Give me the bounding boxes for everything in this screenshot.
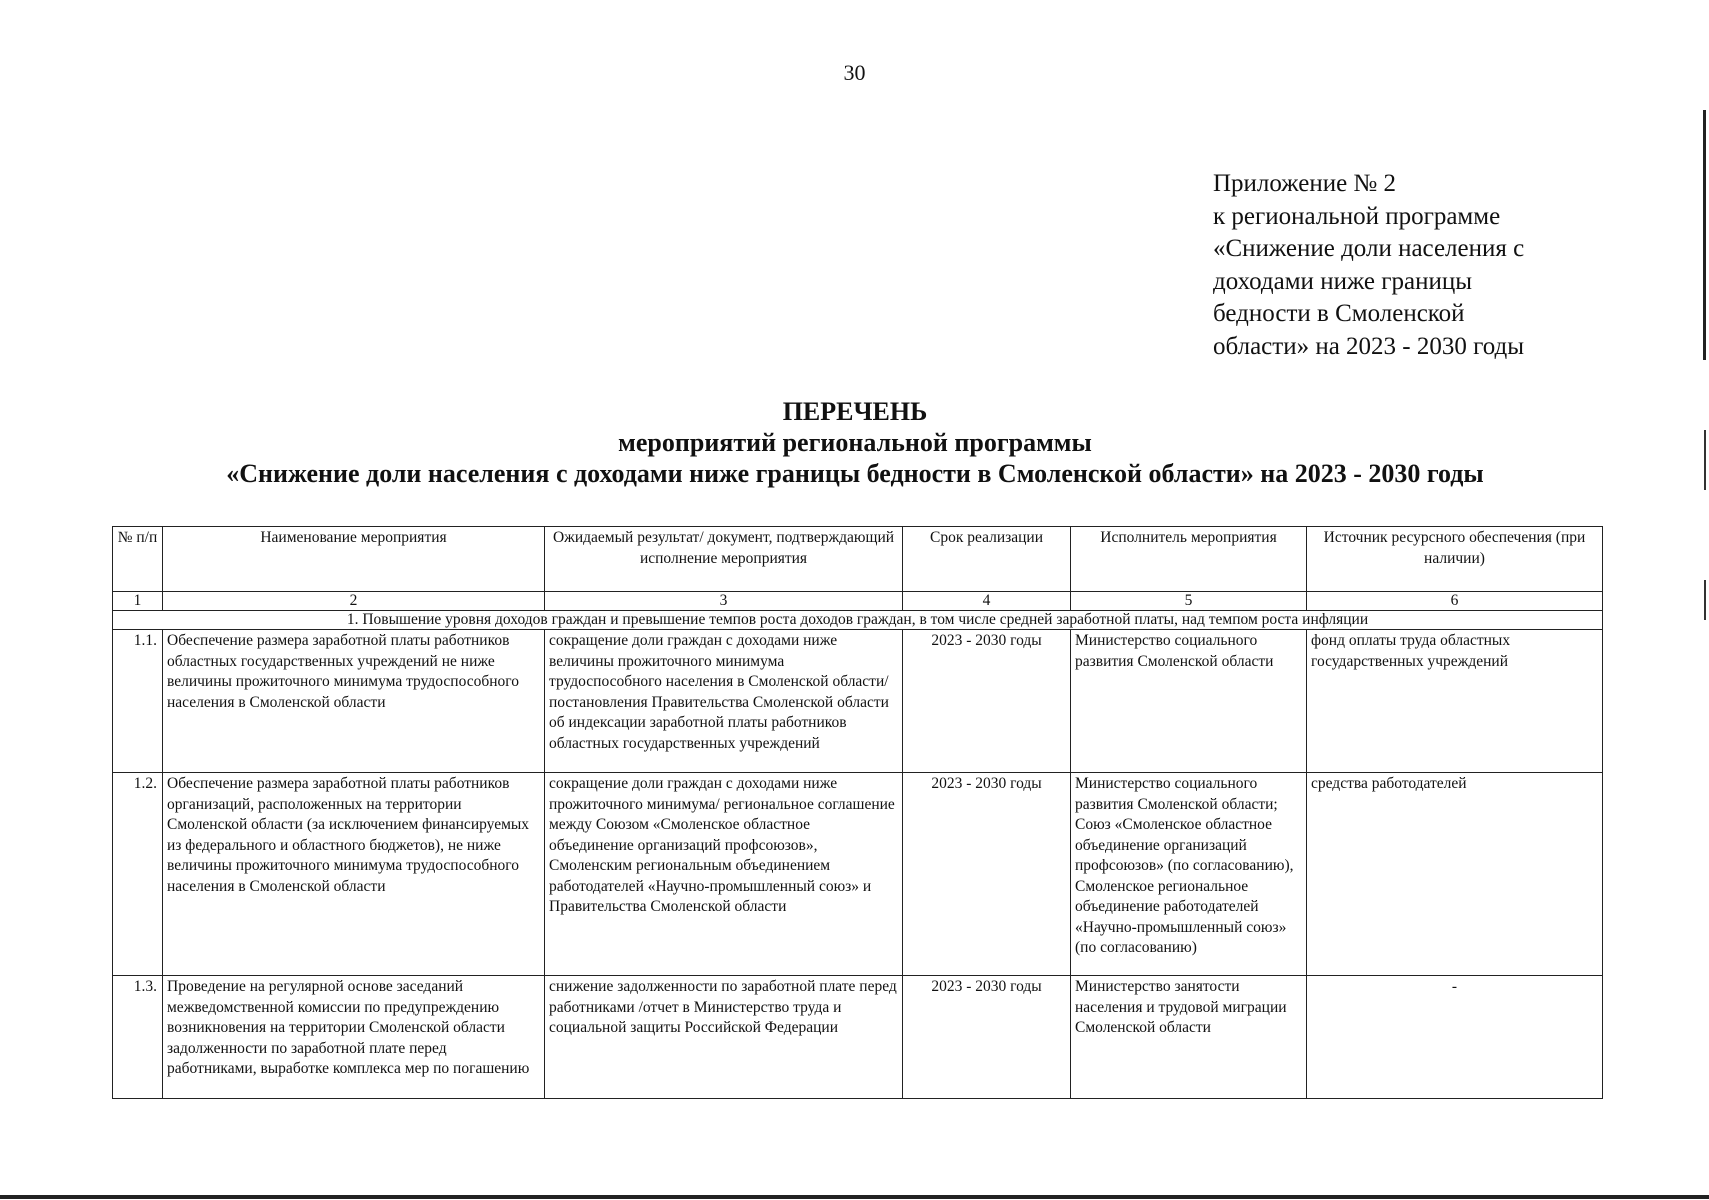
header-cell-executor: Исполнитель мероприятия (1071, 527, 1307, 592)
page-number: 30 (843, 60, 866, 85)
row-source: - (1307, 976, 1603, 1099)
row-executor: Министерство занятости населения и трудовой миграции Смоленской области (1071, 976, 1307, 1099)
scan-edge-mark (1704, 580, 1706, 620)
row-result: снижение задолженности по заработной плате перед работниками /отчет в Министерство труда и социальной защиты Российской Федерации (545, 976, 903, 1099)
appendix-note (1213, 168, 1633, 363)
row-name: Обеспечение размера заработной платы работников организаций, расположенных на территории Смоленской области (за исключением финансируемых из федерального и областного бюджетов), не ниже величины прожиточного минимума трудоспособного населения в Смоленской области (163, 773, 545, 976)
row-number: 1.2. (113, 773, 163, 976)
scan-edge-mark (1704, 430, 1706, 490)
document-heading (110, 396, 1600, 489)
row-period: 2023 - 2030 годы (903, 976, 1071, 1099)
column-number: 2 (163, 592, 545, 611)
column-number: 4 (903, 592, 1071, 611)
row-executor: Министерство социального развития Смоленской области; Союз «Смоленское областное объединение организаций профсоюзов» (по согласованию), Смоленское региональное объединение работодателей «Научно-промышленный союз» (по согласованию) (1071, 773, 1307, 976)
row-executor: Министерство социального развития Смоленской области (1071, 630, 1307, 773)
appendix-line: к региональной программе (1213, 202, 1501, 230)
appendix-line: бедности в Смоленской (1213, 300, 1465, 327)
table-header-row (113, 527, 1603, 592)
header-cell-name: Наименование мероприятия (163, 527, 545, 592)
heading-title: ПЕРЕЧЕНЬ (782, 397, 928, 426)
row-source: средства работодателей (1307, 773, 1603, 976)
heading-subtitle: мероприятий региональной программы (618, 428, 1092, 457)
header-cell-period: Срок реализации (903, 527, 1071, 592)
row-number: 1.3. (113, 976, 163, 1099)
appendix-line: «Снижение доли населения с (1213, 235, 1525, 262)
row-name: Проведение на регулярной основе заседаний межведомственной комиссии по предупреждению возникновения на территории Смоленской области задолженности по заработной плате перед работниками, выработке комплекса мер по погашению (163, 976, 545, 1099)
appendix-line: области» на 2023 - 2030 годы (1213, 332, 1525, 360)
header-cell-number: № п/п (113, 527, 163, 592)
column-number: 3 (545, 592, 903, 611)
appendix-line: Приложение № 2 (1213, 170, 1397, 197)
row-result: сокращение доли граждан с доходами ниже величины прожиточного минимума трудоспособного населения в Смоленской области/ постановления Правительства Смоленской области об индексации заработной платы работников областных государственных учреждений (545, 630, 903, 773)
measures-table (112, 526, 1603, 1099)
section-title: 1. Повышение уровня доходов граждан и превышение темпов роста доходов граждан, в том числе средней заработной платы, над темпом роста инфляции (113, 611, 1603, 630)
page-bottom-rule (0, 1195, 1709, 1199)
section-row (113, 611, 1603, 630)
row-period: 2023 - 2030 годы (903, 630, 1071, 773)
column-number: 1 (113, 592, 163, 611)
heading-program-name: «Снижение доли населения с доходами ниже границы бедности в Смоленской области» на 2023 - 2030 годы (226, 459, 1484, 488)
table-row (113, 773, 1603, 976)
column-numbers-row (113, 592, 1603, 611)
header-cell-source: Источник ресурсного обеспечения (при наличии) (1307, 527, 1603, 592)
appendix-line: доходами ниже границы (1213, 267, 1473, 295)
row-period: 2023 - 2030 годы (903, 773, 1071, 976)
column-number: 6 (1307, 592, 1603, 611)
row-name: Обеспечение размера заработной платы работников областных государственных учреждений не ниже величины прожиточного минимума трудоспособного населения в Смоленской области (163, 630, 545, 773)
scan-edge-mark (1703, 110, 1706, 360)
row-source: фонд оплаты труда областных государственных учреждений (1307, 630, 1603, 773)
header-cell-result: Ожидаемый результат/ документ, подтверждающий исполнение мероприятия (545, 527, 903, 592)
row-number: 1.1. (113, 630, 163, 773)
row-result: сокращение доли граждан с доходами ниже прожиточного минимума/ региональное соглашение между Союзом «Смоленское областное объединение организаций профсоюзов», Смоленским региональным объединением работодателей «Научно-промышленный союз» и Правительства Смоленской области (545, 773, 903, 976)
column-number: 5 (1071, 592, 1307, 611)
table-row (113, 976, 1603, 1099)
table-row (113, 630, 1603, 773)
